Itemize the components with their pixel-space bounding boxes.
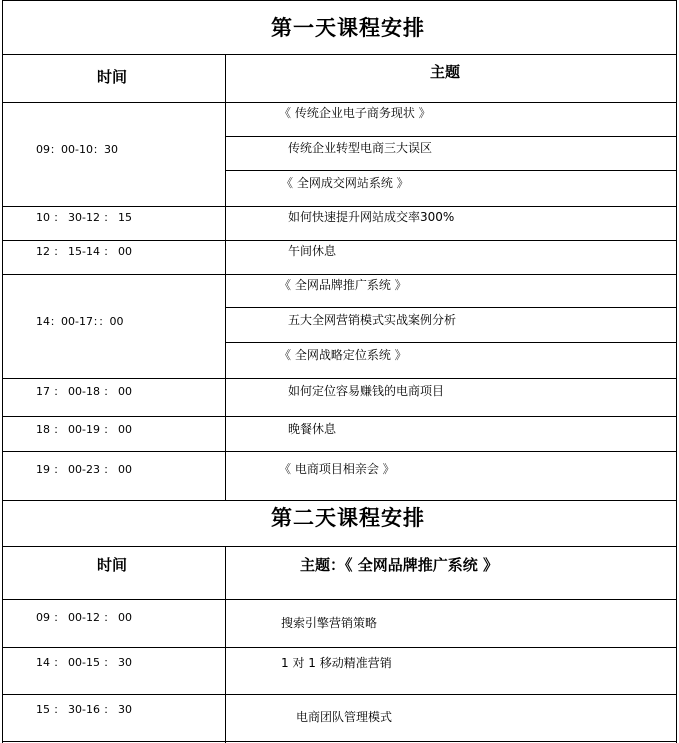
day1-topic-header: 主题 xyxy=(430,63,461,81)
sub-row-divider xyxy=(225,136,677,137)
row-divider xyxy=(2,274,677,275)
day2-topic-header: 主题：《 全网品牌推广系统 》 xyxy=(300,556,498,574)
day1-time-header: 时间 xyxy=(97,68,128,86)
topic-item: 《 传统企业电子商务现状 》 xyxy=(279,106,431,120)
topic-item: 午间休息 xyxy=(288,244,337,258)
column-divider xyxy=(225,546,226,743)
row-divider xyxy=(2,741,677,742)
topic-item: 搜索引擎营销策略 xyxy=(281,616,378,630)
row-divider xyxy=(2,546,677,547)
sub-row-divider xyxy=(225,170,677,171)
row-divider xyxy=(2,647,677,648)
time-slot: 14 ： 00-15 ： 30 xyxy=(36,656,132,669)
row-divider xyxy=(2,0,677,1)
row-divider xyxy=(2,500,677,501)
topic-item: 晚餐休息 xyxy=(288,422,337,436)
row-divider xyxy=(2,599,677,600)
table-border-right xyxy=(676,0,677,743)
topic-item: 1 对 1 移动精准营销 xyxy=(281,656,392,670)
time-slot: 19 ： 00-23 ： 00 xyxy=(36,463,132,476)
topic-item: 如何定位容易赚钱的电商项目 xyxy=(288,384,445,398)
time-slot: 18 ： 00-19 ： 00 xyxy=(36,423,132,436)
day1-title: 第一天课程安排 xyxy=(271,16,425,40)
time-slot: 14：00-17：：00 xyxy=(36,315,124,328)
column-divider xyxy=(225,54,226,500)
row-divider xyxy=(2,378,677,379)
day2-time-header: 时间 xyxy=(97,556,128,574)
day2-title: 第二天课程安排 xyxy=(271,506,425,530)
row-divider xyxy=(2,102,677,103)
row-divider xyxy=(2,54,677,55)
row-divider xyxy=(2,451,677,452)
time-slot: 09：00-10：30 xyxy=(36,143,118,156)
sub-row-divider xyxy=(225,307,677,308)
topic-item: 《 全网战略定位系统 》 xyxy=(279,348,407,362)
row-divider xyxy=(2,206,677,207)
time-slot: 12 ： 15-14 ： 00 xyxy=(36,245,132,258)
row-divider xyxy=(2,694,677,695)
topic-item: 传统企业转型电商三大误区 xyxy=(288,141,433,155)
topic-item: 《 全网成交网站系统 》 xyxy=(281,176,409,190)
time-slot: 10 ： 30-12 ： 15 xyxy=(36,211,132,224)
topic-item: 《 电商项目相亲会 》 xyxy=(279,462,395,476)
row-divider xyxy=(2,240,677,241)
topic-item: 五大全网营销模式实战案例分析 xyxy=(288,313,457,327)
time-slot: 17 ： 00-18 ： 00 xyxy=(36,385,132,398)
table-border-left xyxy=(2,0,3,743)
topic-item: 《 全网品牌推广系统 》 xyxy=(279,278,407,292)
topic-item: 电商团队管理模式 xyxy=(296,710,393,724)
row-divider xyxy=(2,416,677,417)
topic-item: 如何快速提升网站成交率300% xyxy=(288,210,455,224)
time-slot: 15 ： 30-16 ： 30 xyxy=(36,703,132,716)
sub-row-divider xyxy=(225,342,677,343)
time-slot: 09 ： 00-12 ： 00 xyxy=(36,611,132,624)
